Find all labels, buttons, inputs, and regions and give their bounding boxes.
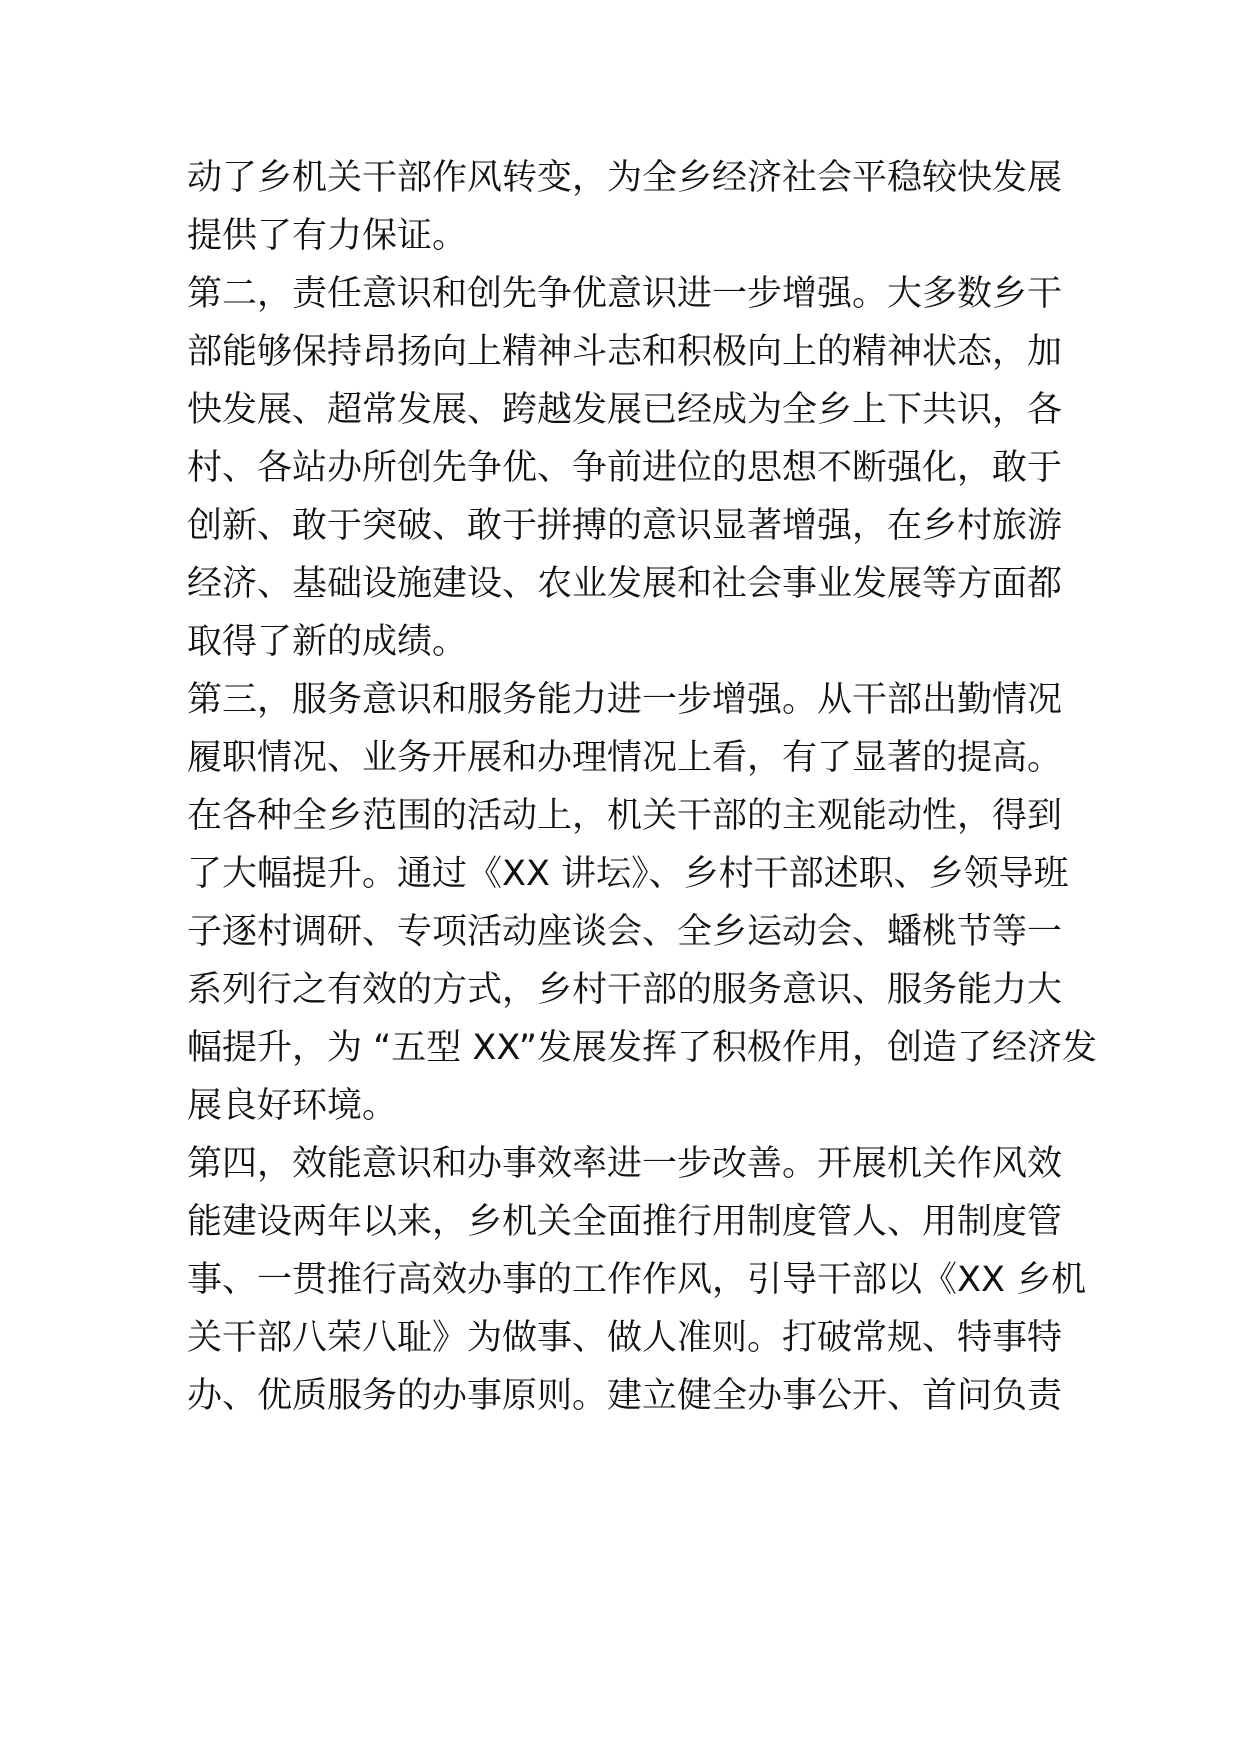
text-line: 部能够保持昂扬向上精神斗志和积极向上的精神状态，加 — [187, 332, 1063, 372]
paragraph-2-heading-line: 第二，责任意识和创先争优意识进一步增强。大多数乡干 — [187, 274, 1063, 314]
text-line: 创新、敢于突破、敢于拼搏的意识显著增强，在乡村旅游 — [187, 506, 1063, 546]
text-line: 能建设两年以来，乡机关全面推行用制度管人、用制度管 — [187, 1202, 1063, 1242]
text-line: 办、优质服务的办事原则。建立健全办事公开、首问负责 — [187, 1376, 1063, 1416]
paragraph-4-heading-line: 第四，效能意识和办事效率进一步改善。开展机关作风效 — [187, 1144, 1063, 1184]
text-line: 展良好环境。 — [187, 1086, 398, 1126]
text-line: 关干部八荣八耻》为做事、做人准则。打破常规、特事特 — [187, 1318, 1063, 1358]
text-line: 了大幅提升。通过《XX 讲坛》、乡村干部述职、乡领导班 — [187, 854, 1069, 894]
text-line: 在各种全乡范围的活动上，机关干部的主观能动性，得到 — [187, 796, 1063, 836]
text-line: 村、各站办所创先争优、争前进位的思想不断强化，敢于 — [187, 448, 1063, 488]
text-line: 动了乡机关干部作风转变，为全乡经济社会平稳较快发展 — [187, 158, 1063, 198]
text-line: 系列行之有效的方式，乡村干部的服务意识、服务能力大 — [187, 970, 1063, 1010]
paragraph-3-heading-line: 第三，服务意识和服务能力进一步增强。从干部出勤情况 — [187, 680, 1063, 720]
text-line: 事、一贯推行高效办事的工作作风，引导干部以《XX 乡机 — [187, 1260, 1087, 1300]
text-line: 快发展、超常发展、跨越发展已经成为全乡上下共识，各 — [187, 390, 1063, 430]
text-line: 子逐村调研、专项活动座谈会、全乡运动会、蟠桃节等一 — [187, 912, 1063, 952]
text-line: 提供了有力保证。 — [187, 216, 468, 256]
text-line: 经济、基础设施建设、农业发展和社会事业发展等方面都 — [187, 564, 1063, 604]
text-line: 履职情况、业务开展和办理情况上看，有了显著的提高。 — [187, 738, 1063, 778]
text-line: 取得了新的成绩。 — [187, 622, 468, 662]
text-line: 幅提升，为 “五型 XX”发展发挥了积极作用，创造了经济发 — [187, 1028, 1098, 1068]
